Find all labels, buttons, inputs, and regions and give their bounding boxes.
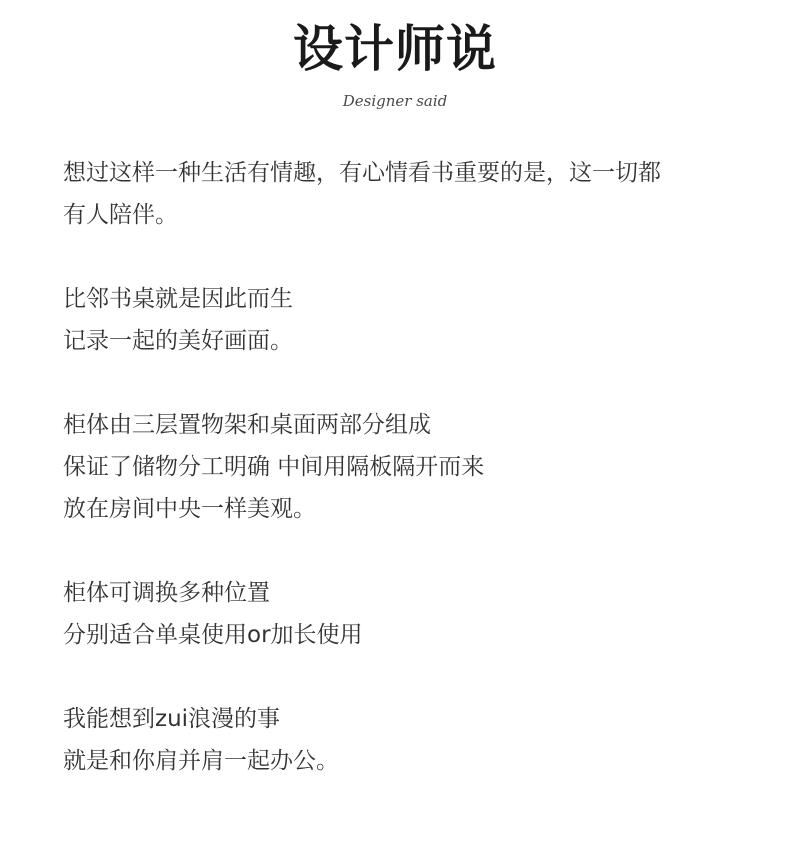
paragraph-1: [63, 152, 733, 236]
text-line: 放在房间中央一样美观。: [63, 496, 316, 522]
page-subtitle: Designer said: [342, 92, 448, 110]
text-line: 我能想到zui浪漫的事: [63, 706, 281, 732]
text-line: 比邻书桌就是因此而生: [63, 286, 293, 312]
paragraph-3: [63, 404, 733, 530]
paragraph-4: [63, 572, 733, 656]
page-title: 设计师说: [293, 20, 497, 78]
text-line: 有人陪伴。: [63, 202, 178, 228]
paragraph-5: [63, 698, 733, 782]
text-line: 分别适合单桌使用or加长使用: [63, 622, 363, 648]
text-line: 柜体由三层置物架和桌面两部分组成: [63, 412, 431, 438]
text-line: 柜体可调换多种位置: [63, 580, 270, 606]
text-line: 想过这样一种生活有情趣，有心情看书重要的是，这一切都: [63, 160, 661, 186]
text-line: 记录一起的美好画面。: [63, 328, 293, 354]
text-line: 就是和你肩并肩一起办公。: [63, 748, 339, 774]
text-line: 保证了储物分工明确 中间用隔板隔开而来: [63, 454, 485, 480]
body-text: [63, 152, 733, 824]
paragraph-2: [63, 278, 733, 362]
